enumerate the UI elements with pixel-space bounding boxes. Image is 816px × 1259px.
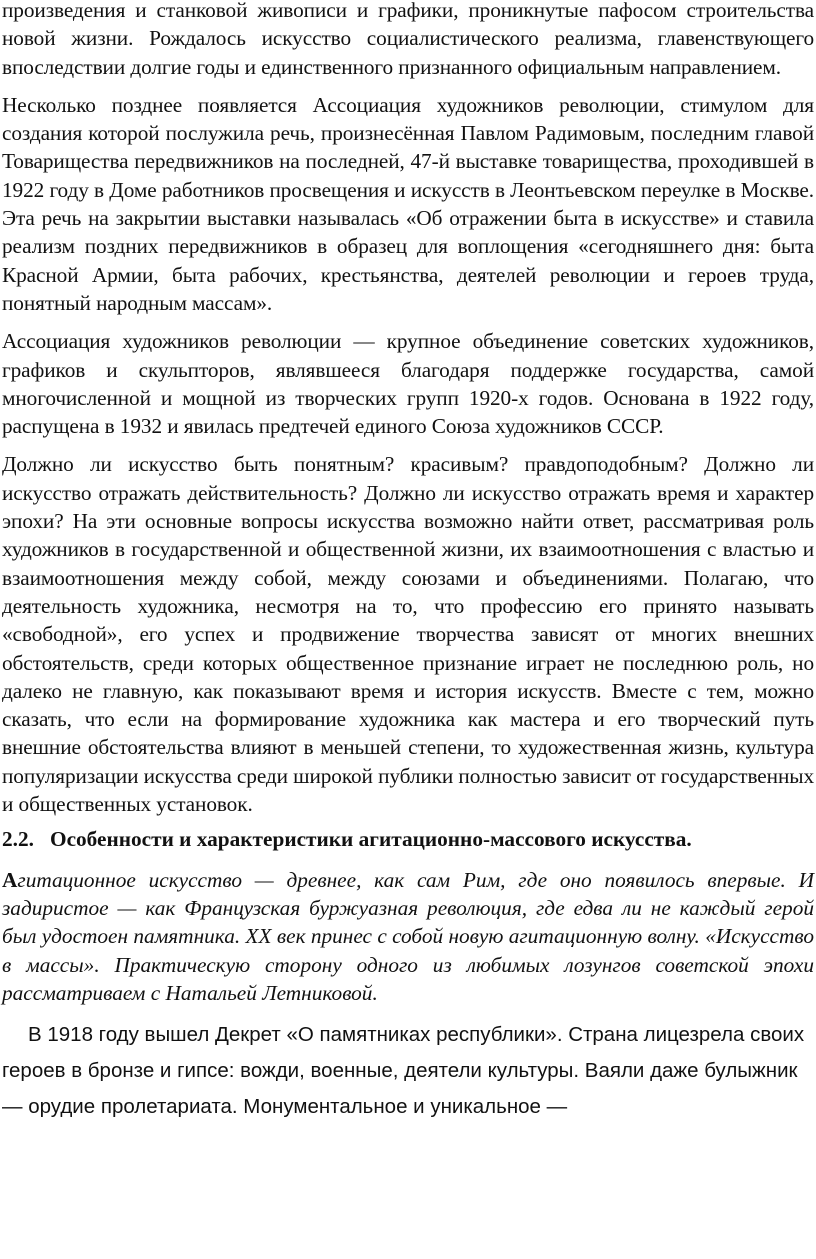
paragraph-akhr-description: Ассоциация художников революции — крупное объединение советских художников, графиков и скульпторов, являвшееся благодаря поддержке государства, самой многочисленной и мощной из творческих групп 1920-х годов. Основана в 1922 году, распущена в 1932 и явилась предтечей единого Союза художников СССР. [2,329,814,439]
section-title: Особенности и характеристики агитационно-массового искусства. [50,827,692,852]
agitation-intro-text: гитационное искусство — древнее, как сам Рим, где оно появилось впервые. И задиристое — как Французская буржуазная революция, где едва ли не каждый герой был удостоен памятника. XX век принес с собой новую агитационную волну. «Искусство в массы». Практическую сторону одного из любимых лозунгов советской эпохи рассматриваем с Натальей Летниковой. [2,867,814,1005]
paragraph-monuments-decree: В 1918 году вышел Декрет «О памятниках республики». Страна лицезрела своих героев в бронзе и гипсе: вожди, военные, деятели культуры. Ваяли даже булыжник — орудие пролетариата. Монументальное и уникальное — [2,1023,805,1119]
paragraph-agitation-intro [2,866,814,1007]
paragraph-akhr-origin: Несколько позднее появляется Ассоциация художников революции, стимулом для создания которой послужила речь, произнесённая Павлом Радимовым, последним главой Товарищества передвижников на последней, 47-й выставке товарищества, проходившей в 1922 году в Доме работников просвещения и искусств в Леонтьевском переулке в Москве. Эта речь на закрытии выставки называлась «Об отражении быта в искусстве» и ставила реализм поздних передвижников в образец для воплощения «сегодняшнего дня: быта Красной Армии, быта рабочих, крестьянства, деятелей революции и героев труда, понятный народным массам». [2,92,814,315]
drop-letter: А [2,867,18,892]
section-number: 2.2. [2,827,34,852]
section-heading [2,825,814,853]
paragraph-socialist-realism: произведения и станковой живописи и графики, проникнутые пафосом строительства новой жизни. Рождалось искусство социалистического реализма, главенствующего впоследствии долгие годы и единственного признанного официальным направлением. [2,0,814,79]
paragraph-art-questions: Должно ли искусство быть понятным? красивым? правдоподобным? Должно ли искусство отражать действительность? Должно ли искусство отражать время и характер эпохи? На эти основные вопросы искусства возможно найти ответ, рассматривая роль художников в государственной и общественной жизни, их взаимоотношения с властью и взаимоотношения между собой, между союзами и объединениями. Полагаю, что деятельность художника, несмотря на то, что профессию его принято называть «свободной», его успех и продвижение творчества зависят от многих внешних обстоятельств, среди которых общественное признание играет не последнюю роль, но далеко не главную, как показывают время и история искусств. Вместе с тем, можно сказать, что если на формирование художника как мастера и его творческий путь внешние обстоятельства влияют в меньшей степени, то художественная жизнь, культура популяризации искусства среди широкой публики полностью зависит от государственных и общественных установок. [2,452,815,817]
